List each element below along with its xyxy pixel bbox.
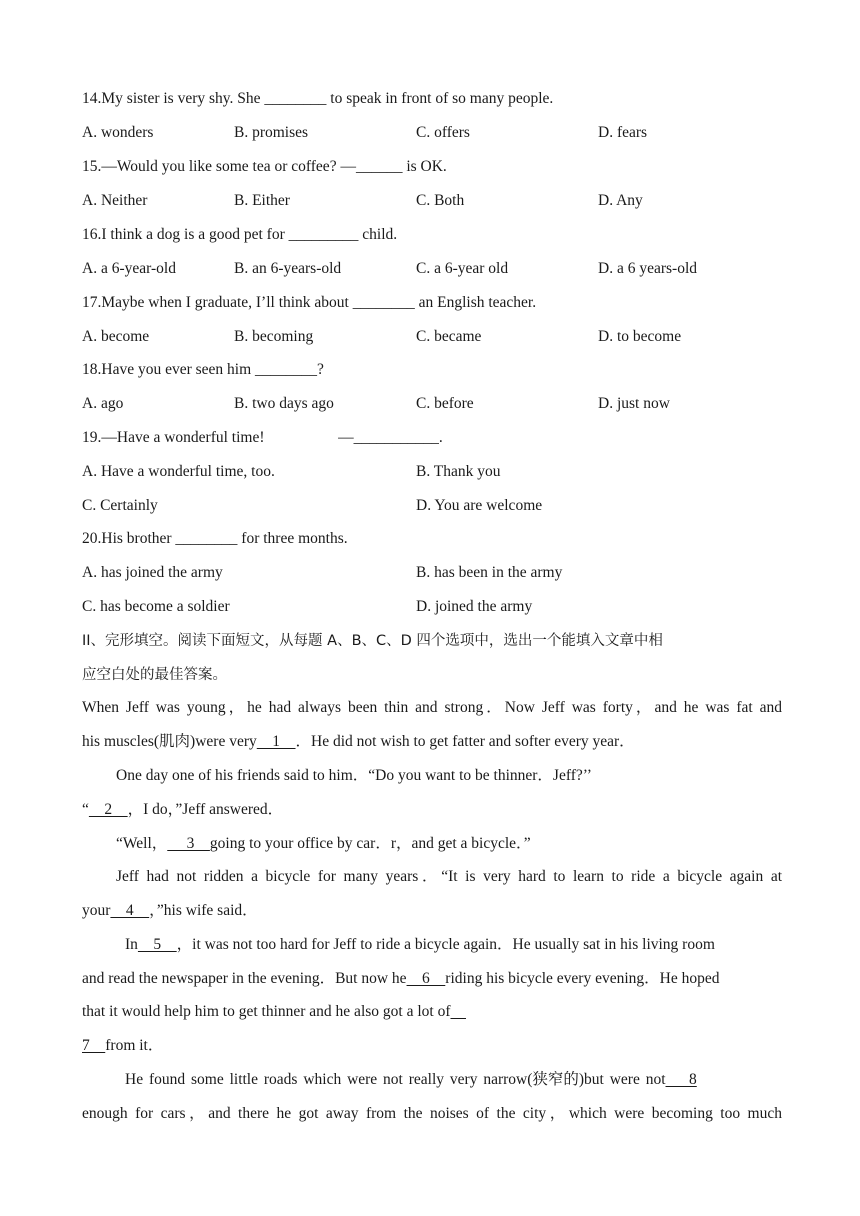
option-a: A. become — [82, 328, 150, 345]
blank-7: 7 — [82, 1037, 106, 1054]
option-b: B. has been in the army — [416, 564, 563, 581]
option-a: A. a 6-year-old — [82, 260, 176, 277]
blank-3: 3 — [167, 835, 210, 852]
passage-text: “Well， — [116, 835, 168, 852]
question-stem-15: 15.—Would you like some tea or coffee? —______ is OK. — [82, 158, 447, 175]
passage-text: and read the newspaper in the evening．But now he — [82, 970, 407, 987]
option-b: B. Thank you — [416, 463, 501, 480]
blank-2: 2 — [88, 801, 128, 818]
question-stem-18: 18.Have you ever seen him ________? — [82, 361, 324, 378]
blank-7-start — [451, 1003, 467, 1020]
option-a: A. has joined the army — [82, 564, 223, 581]
passage-text: ，I do，”Jeff answered． — [127, 801, 284, 818]
passage-line — [82, 1001, 782, 1023]
option-b: B. becoming — [234, 328, 314, 345]
option-b: B. promises — [234, 124, 309, 141]
option-d: D. to become — [598, 328, 682, 345]
passage-text: ，”his wife said． — [149, 902, 258, 919]
question-options-16 — [82, 258, 782, 280]
question-options-15 — [82, 190, 782, 212]
option-d: D. Any — [598, 192, 643, 209]
passage-line — [82, 968, 782, 990]
option-c: C. a 6-year old — [416, 260, 509, 277]
passage-text: “ — [82, 801, 89, 818]
question-options-20-row1 — [82, 562, 782, 584]
question-stem-16: 16.I think a dog is a good pet for _________ child. — [82, 226, 398, 243]
option-a: A. Neither — [82, 192, 148, 209]
blank-8: 8 — [665, 1071, 697, 1088]
option-b: B. Either — [234, 192, 290, 209]
passage-line — [82, 799, 782, 821]
question-options-14 — [82, 122, 782, 144]
passage-line — [82, 731, 782, 753]
option-c: C. Both — [416, 192, 465, 209]
passage-text: He found some little roads which were not really very narrow(狭窄的)but were not — [125, 1071, 666, 1088]
question-options-19-row1 — [82, 461, 782, 483]
question-options-19-row2 — [82, 495, 782, 517]
option-d: D. a 6 years-old — [598, 260, 697, 277]
option-c: C. has become a soldier — [82, 598, 230, 615]
passage-text: ．He did not wish to get fatter and softer every year． — [295, 733, 635, 750]
option-a: A. Have a wonderful time, too. — [82, 463, 275, 480]
question-options-17 — [82, 326, 782, 348]
passage-line: One day one of his friends said to him．“Do you want to be thinner．Jeff?’’ — [116, 767, 592, 784]
option-d: D. You are welcome — [416, 497, 543, 514]
option-c: C. offers — [416, 124, 470, 141]
passage-text: going to your office by car．r，and get a bicycle．” — [209, 835, 531, 852]
option-d: D. fears — [598, 124, 648, 141]
section-heading-cont: 应空白处的最佳答案。 — [82, 667, 227, 683]
section-heading: II、完形填空。阅读下面短文，从每题 A、B、C、D 四个选项中，选出一个能填入文章中相 — [82, 633, 663, 649]
option-d: D. joined the army — [416, 598, 533, 615]
question-stem-19: 19.—Have a wonderful time! —___________. — [82, 429, 443, 446]
option-a: A. ago — [82, 395, 124, 412]
passage-line — [82, 900, 782, 922]
option-c: C. Certainly — [82, 497, 158, 514]
passage-line — [82, 1069, 782, 1091]
option-d: D. just now — [598, 395, 670, 412]
passage-line: enough for cars，and there he got away from the noises of the city，which were becoming too much — [82, 1105, 782, 1122]
passage-text: ，it was not too hard for Jeff to ride a bicycle again．He usually sat in his living room — [176, 936, 715, 953]
passage-text: your — [82, 902, 111, 919]
passage-line — [82, 833, 782, 855]
question-stem-20: 20.His brother ________ for three months. — [82, 530, 348, 547]
passage-line — [82, 934, 782, 956]
option-a: A. wonders — [82, 124, 154, 141]
blank-5: 5 — [137, 936, 177, 953]
blank-1: 1 — [256, 733, 296, 750]
option-b: B. an 6-years-old — [234, 260, 342, 277]
passage-text: his muscles(肌肉)were very — [82, 733, 257, 750]
blank-4: 4 — [110, 902, 150, 919]
passage-line — [82, 1035, 782, 1057]
passage-text: In — [125, 936, 138, 953]
question-options-18 — [82, 393, 782, 415]
passage-text: riding his bicycle every evening．He hoped — [445, 970, 720, 987]
passage-line: When Jeff was young，he had always been thin and strong．Now Jeff was forty，and he was fat and — [82, 699, 782, 716]
option-c: C. became — [416, 328, 482, 345]
option-c: C. before — [416, 395, 474, 412]
passage-text: from it． — [105, 1037, 164, 1054]
question-stem-14: 14.My sister is very shy. She ________ to speak in front of so many people. — [82, 90, 554, 107]
blank-6: 6 — [406, 970, 446, 987]
option-b: B. two days ago — [234, 395, 334, 412]
question-stem-17: 17.Maybe when I graduate, I’ll think about ________ an English teacher. — [82, 294, 537, 311]
passage-line: Jeff had not ridden a bicycle for many years．“It is very hard to learn to ride a bicycle again at — [116, 868, 782, 885]
question-options-20-row2 — [82, 596, 782, 618]
passage-text: that it would help him to get thinner and he also got a lot of — [82, 1003, 451, 1020]
